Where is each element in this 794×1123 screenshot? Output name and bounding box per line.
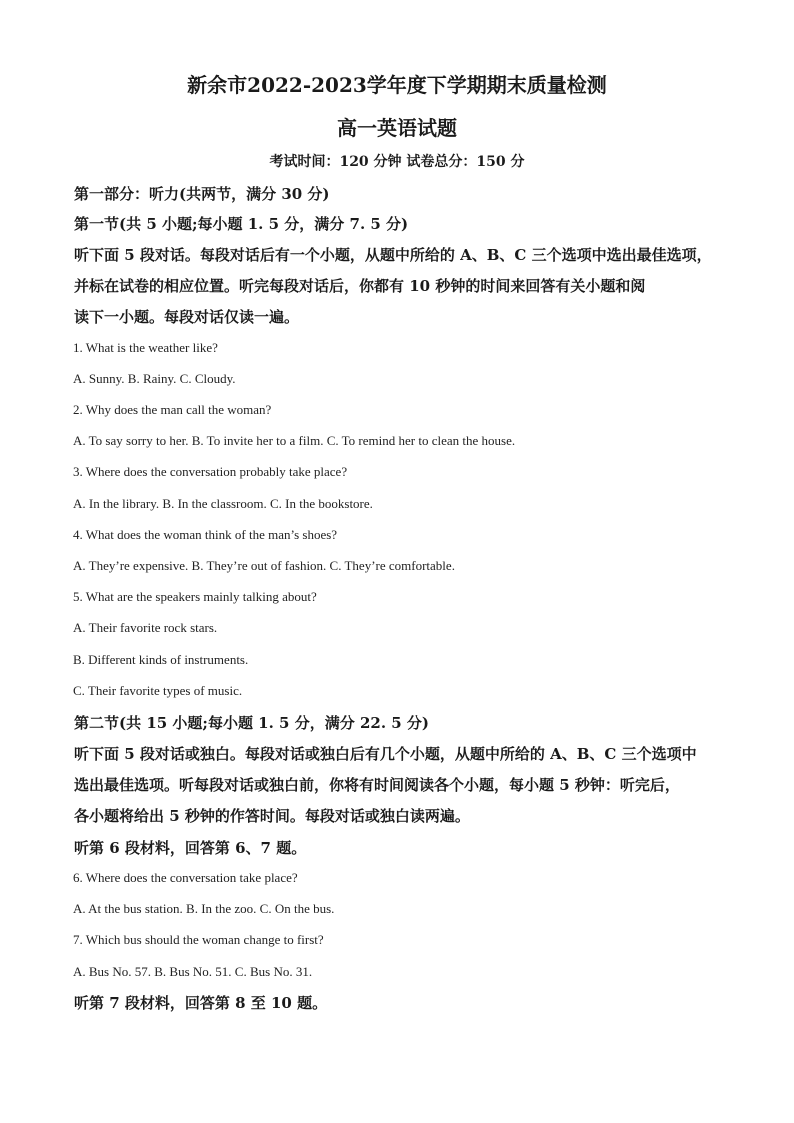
exam-title: 新余市2022-2023学年度下学期期末质量检测 [187,73,607,97]
exam-subtitle: 高一英语试题 [337,116,457,140]
section2-instruction-line: 听下面 5 段对话或独白。每段对话或独白后有几个小题，从题中所给的 A、B、C 三个选项中 [74,745,697,763]
group7-heading: 听第 7 段材料，回答第 8 至 10 题。 [74,994,328,1012]
group6-heading: 听第 6 段材料，回答第 6、7 题。 [74,839,307,857]
part1-heading: 第一部分：听力(共两节，满分 30 分) [74,185,330,203]
section1-instruction-line: 并标在试卷的相应位置。听完每段对话后，你都有 10 秒钟的时间来回答有关小题和阅 [74,277,646,295]
question-4: 4. What does the woman think of the man’s shoes? [73,527,338,542]
section2-instruction-line: 选出最佳选项。听每段对话或独白前，你将有时间阅读各个小题，每小题 5 秒钟：听完后， [74,776,680,794]
section1-instruction-line: 听下面 5 段对话。每段对话后有一个小题，从题中所给的 A、B、C 三个选项中选出最佳选项， [74,246,712,264]
question-2-options: A. To say sorry to her. B. To invite her to a film. C. To remind her to clean the house. [73,433,516,448]
question-5: 5. What are the speakers mainly talking about? [73,589,317,604]
question-1: 1. What is the weather like? [73,340,218,355]
exam-info: 考试时间：120 分钟 试卷总分：150 分 [269,154,525,170]
question-5-option-a: A. Their favorite rock stars. [73,620,218,635]
question-3-options: A. In the library. B. In the classroom. C. In the bookstore. [73,496,373,511]
question-5-option-b: B. Different kinds of instruments. [73,652,249,667]
section1-instruction-line: 读下一小题。每段对话仅读一遍。 [74,308,300,326]
question-7: 7. Which bus should the woman change to first? [73,932,324,947]
question-2: 2. Why does the man call the woman? [73,402,272,417]
section1-heading: 第一节(共 5 小题;每小题 1. 5 分，满分 7. 5 分) [74,215,409,233]
question-3: 3. Where does the conversation probably take place? [73,464,348,479]
question-4-options: A. They’re expensive. B. They’re out of fashion. C. They’re comfortable. [73,558,455,573]
question-7-options: A. Bus No. 57. B. Bus No. 51. C. Bus No. 31. [73,964,313,979]
question-6-options: A. At the bus station. B. In the zoo. C. On the bus. [73,901,335,916]
question-5-option-c: C. Their favorite types of music. [73,683,243,698]
section2-heading: 第二节(共 15 小题;每小题 1. 5 分，满分 22. 5 分) [74,714,430,732]
question-6: 6. Where does the conversation take place? [73,870,298,885]
question-1-options: A. Sunny. B. Rainy. C. Cloudy. [73,371,236,386]
section2-instruction-line: 各小题将给出 5 秒钟的作答时间。每段对话或独白读两遍。 [74,807,470,825]
